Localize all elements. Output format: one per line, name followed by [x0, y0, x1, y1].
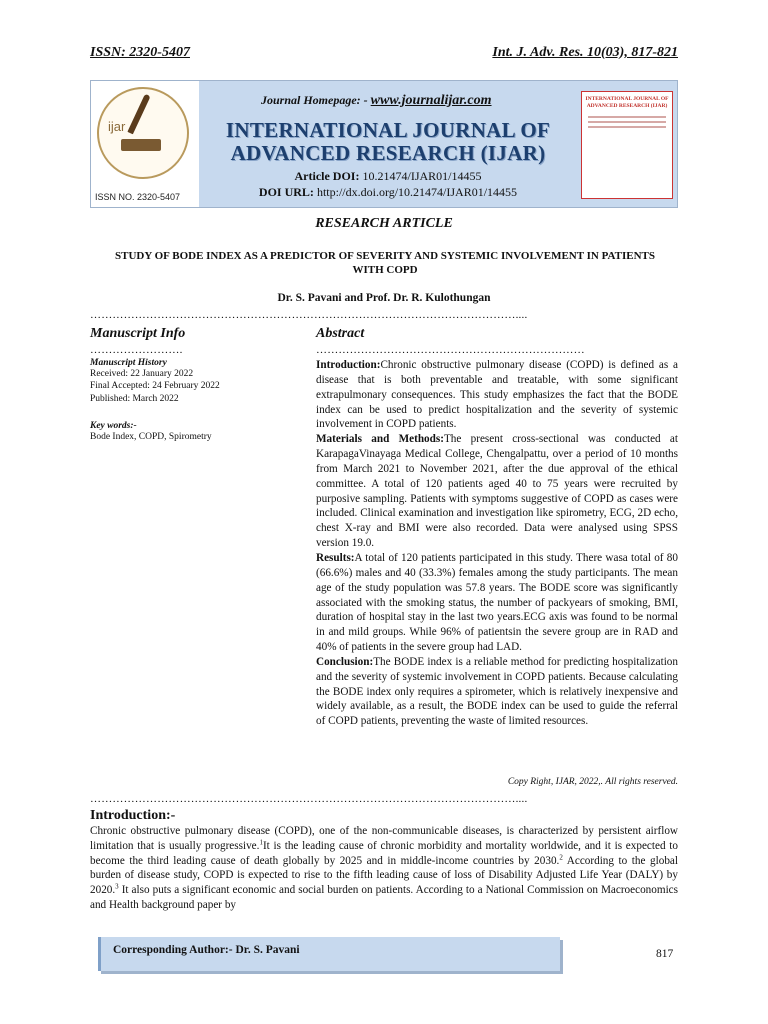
copyright-notice: Copy Right, IJAR, 2022,. All rights reserved.: [507, 777, 678, 787]
running-header: [90, 45, 678, 61]
paper-title: STUDY OF BODE INDEX AS A PREDICTOR OF SEVERITY AND SYSTEMIC INVOLVEMENT IN PATIENTS WITH COPD: [114, 250, 655, 277]
abstract-heading: Abstract: [316, 326, 365, 341]
cover-line: [588, 126, 666, 128]
separator-bottom: ……………………………………………………………………………………………………....: [90, 793, 528, 805]
doi-url-label: DOI URL:: [258, 184, 314, 199]
doi-value: 10.21474/IJAR01/14455: [362, 169, 482, 183]
separator-right: ………………………………………………………………: [316, 344, 585, 356]
ijar-logo: [91, 81, 199, 207]
separator-left: …………………….: [90, 344, 183, 356]
journal-masthead: [90, 80, 678, 208]
citation-ref: 1: [259, 838, 263, 847]
manuscript-info: [90, 326, 290, 443]
accepted-date: Final Accepted: 24 February 2022: [90, 381, 220, 392]
cover-line: [588, 121, 666, 123]
introduction-body: Chronic obstructive pulmonary disease (COPD), one of the non-communicable diseases, is characterized by persistent airflow limitation that is usually progressive.$^1$It is the leading cause of chronic morbidity and mortality worldwide, and it is expected to become the third leading cause of death globally by 2025 and in middle-income countries by 2030.$^2$ According to the global burden of disease study, COPD is expected to rise to the fifth leading cause of loss of Disability Adjusted Life Year (DALY) by 2020.$^3$ It also puts a significant economic and social burden on patients. According to a National Commission on Macroeconomics and Health background paper by: [90, 825, 679, 911]
abstract-methods: Materials and Methods:The present cross-sectional was conducted at KarapagaVinayaga Medical College, Chengalpattu, over a period of 10 months from March 2021 to November 2021, after the due approval of the ethical committee. A total of 120 patients aged 40 to 75 years were recruited by purposive sampling. Patients with symptoms suggestive of COPD as cases were included. Clinical examination and investigation like spirometry, ECG, 2D echo, chest X-ray and BMI were also recorded. Data were analysed using SPSS version 19.0.: [316, 433, 678, 550]
manuscript-info-heading: Manuscript Info: [90, 326, 186, 341]
doi-label: Article DOI:: [294, 169, 360, 183]
issn-label: ISSN: 2320-5407: [90, 45, 190, 60]
keywords-label: Key words:-: [90, 421, 137, 432]
separator-top: ……………………………………………………………………………………………………....: [90, 309, 528, 321]
cover-line: [588, 116, 666, 118]
manuscript-history-label: Manuscript History: [90, 358, 167, 368]
logo-issn: ISSN NO. 2320-5407: [95, 192, 181, 202]
homepage-label: Journal Homepage: -: [261, 93, 368, 107]
homepage-link[interactable]: www.journalijar.com: [370, 93, 492, 108]
journal-citation: Int. J. Adv. Res. 10(03), 817-821: [492, 45, 678, 60]
keywords: Bode Index, COPD, Spirometry: [90, 432, 212, 443]
abstract-body: [316, 358, 678, 729]
doi-block: [203, 169, 573, 200]
abstract-introduction: Introduction:Chronic obstructive pulmonary disease (COPD) is defined as a disease that is both preventable and treatable, with some significant extrapulmonary consequences. This study emphasizes the fact that the BODE index can be used to predict hospitalization and the severity of systemic involvement in COPD patients.: [316, 359, 678, 431]
journal-homepage: [261, 93, 492, 109]
abstract-results: Results:A total of 120 patients participated in this study. There wasa total of 80 (66.6%) males and 40 (33.3%) females among the study participants. The mean age of the study population was 57.8 years. The BODE score was significantly associated with the smoking status, the number of packyears of smoking, BMI, duration of hospital stay in the last two years.ECG axis was found to be normal in and mild groups. While 96% of patientsin the severe group are in RAD and 40% of patients in the severe group had LAD.: [316, 551, 678, 654]
citation-ref: 2: [559, 852, 563, 861]
logo-wordmark: ijar: [108, 119, 126, 134]
book-icon: [121, 139, 161, 151]
citation-ref: 3: [115, 882, 119, 891]
journal-cover-thumbnail: [581, 91, 673, 199]
page-number: 817: [656, 948, 674, 960]
doi-url-link[interactable]: http://dx.doi.org/10.21474/IJAR01/14455: [316, 184, 518, 199]
received-date: Received: 22 January 2022: [90, 369, 194, 379]
authors: Dr. S. Pavani and Prof. Dr. R. Kulothungan: [277, 292, 491, 304]
abstract-section: [316, 326, 678, 729]
introduction-heading: Introduction:-: [90, 808, 176, 823]
cover-title: INTERNATIONAL JOURNAL OF ADVANCED RESEARCH (IJAR): [585, 96, 669, 109]
published-date: Published: March 2022: [90, 393, 179, 404]
journal-title: INTERNATIONAL JOURNAL OF ADVANCED RESEARCH (IJAR): [225, 118, 551, 166]
abstract-conclusion: Conclusion:The BODE index is a reliable method for predicting hospitalization and the severity of systemic involvement in COPD patients. Because calculating the BODE index only requires a spirometer, which is relatively inexpensive and widely available, as a result, the BODE index can be used to guide the referral of COPD patients, preventing the waste of limited resources.: [316, 655, 678, 728]
corresponding-author-box: [98, 937, 560, 971]
article-type: RESEARCH ARTICLE: [315, 216, 453, 231]
corresponding-author: Corresponding Author:- Dr. S. Pavani: [113, 944, 300, 956]
